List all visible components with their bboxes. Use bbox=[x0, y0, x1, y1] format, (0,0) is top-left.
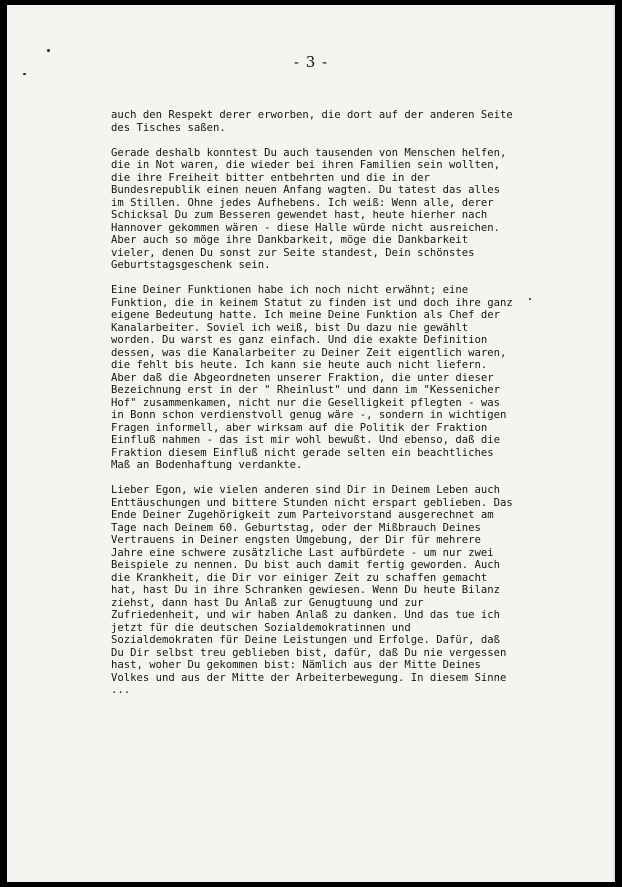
text-line: Fragen informell, aber wirksam auf die Politik der Fraktion bbox=[111, 421, 488, 434]
text-line: Hannover gekommen wären - diese Halle würde nicht ausreichen. bbox=[111, 221, 501, 234]
text-line: Bundesrepublik einen neuen Anfang wagten. Du tatest das alles bbox=[111, 184, 501, 196]
document-page bbox=[7, 5, 615, 882]
text-line: Tage nach Deinem 60. Geburtstag, oder der Mißbrauch Deines bbox=[111, 521, 481, 534]
scan-speck bbox=[47, 49, 50, 52]
paragraph bbox=[111, 484, 611, 697]
paragraph bbox=[111, 284, 611, 472]
text-line: ziehst, dann hast Du Anlaß zur Genugtuung und zur bbox=[111, 596, 424, 609]
text-line: Lieber Egon, wie vielen anderen sind Dir in Deinem Leben auch bbox=[111, 484, 501, 496]
scan-speck bbox=[23, 73, 26, 75]
text-line: hast, woher Du gekommen bist: Nämlich aus der Mitte Deines bbox=[111, 659, 481, 671]
text-line: hat, hast Du in ihre Schranken gewiesen. Wenn Du heute Bilanz bbox=[111, 584, 501, 596]
text-line: jetzt für die deutschen Sozialdemokratinnen und bbox=[111, 621, 411, 634]
text-line: Vertrauens in Deiner engsten Umgebung, der Dir für mehrere bbox=[111, 534, 481, 546]
text-line: Fraktion diesem Einfluß nicht gerade selten ein beachtliches bbox=[111, 446, 494, 459]
text-line: Volkes und aus der Mitte der Arbeiterbewegung. In diesem Sinne bbox=[111, 671, 507, 684]
text-line: ... bbox=[111, 684, 131, 696]
text-line: des Tisches saßen. bbox=[111, 121, 226, 134]
text-line: Jahre eine schwere zusätzliche Last aufbürdete - um nur zwei bbox=[111, 546, 494, 559]
text-line: auch den Respekt derer erworben, die dort auf der anderen Seite bbox=[111, 109, 513, 121]
text-line: Gerade deshalb konntest Du auch tausenden von Menschen helfen, bbox=[111, 146, 507, 159]
text-line: Du Dir selbst treu geblieben bist, dafür, daß Du nie vergessen bbox=[111, 646, 507, 659]
text-line: die in Not waren, die wieder bei ihren Familien sein wollten, bbox=[111, 159, 501, 171]
text-line: im Stillen. Ohne jedes Aufhebens. Ich weiß: Wenn alle, derer bbox=[111, 196, 494, 209]
text-line: die fehlt bis heute. Ich kann sie heute auch nicht liefern. bbox=[111, 359, 488, 371]
text-line: worden. Du warst es ganz einfach. Und die exakte Definition bbox=[111, 334, 488, 346]
text-line: Aber daß die Abgeordneten unserer Fraktion, die unter dieser bbox=[111, 371, 494, 384]
text-line: Funktion, die in keinem Statut zu finden ist und doch ihre ganz bbox=[111, 296, 513, 309]
text-line: Hof" zusammenkamen, nicht nur die Geselligkeit pflegten - was bbox=[111, 396, 501, 409]
text-line: die ihre Freiheit bitter entbehrten und die in der bbox=[111, 171, 430, 184]
text-line: Geburtstagsgeschenk sein. bbox=[111, 259, 271, 271]
text-line: Kanalarbeiter. Soviel ich weiß, bist Du dazu nie gewählt bbox=[111, 321, 469, 334]
text-line: Sozialdemokraten für Deine Leistungen und Erfolge. Dafür, daß bbox=[111, 634, 501, 646]
text-line: Aber auch so möge ihre Dankbarkeit, möge die Dankbarkeit bbox=[111, 234, 469, 246]
letter-body bbox=[111, 109, 611, 709]
text-line: Bezeichnung erst in der " Rheinlust" und dann im "Kessenicher bbox=[111, 384, 501, 396]
text-line: dessen, was die Kanalarbeiter zu Deiner Zeit eigentlich waren, bbox=[111, 346, 507, 359]
text-line: eigene Bedeutung hatte. Ich meine Deine Funktion als Chef der bbox=[111, 309, 501, 321]
text-line: Zufriedenheit, und wir haben Anlaß zu danken. Und das tue ich bbox=[111, 609, 501, 621]
text-line: Maß an Bodenhaftung verdankte. bbox=[111, 459, 303, 471]
text-line: Einfluß nahmen - das ist mir wohl bewußt. Und ebenso, daß die bbox=[111, 434, 501, 446]
text-line: vieler, denen Du sonst zur Seite standest, Dein schönstes bbox=[111, 246, 475, 259]
page-number: - 3 - bbox=[293, 53, 329, 71]
text-line: Ende Deiner Zugehörigkeit zum Parteivorstand ausgerechnet am bbox=[111, 509, 494, 521]
text-line: Eine Deiner Funktionen habe ich noch nicht erwähnt; eine bbox=[111, 284, 469, 296]
paragraph bbox=[111, 147, 611, 272]
text-line: Enttäuschungen und bittere Stunden nicht erspart geblieben. Das bbox=[111, 496, 513, 509]
text-line: in Bonn schon verdienstvoll genug wäre -, sondern in wichtigen bbox=[111, 409, 507, 421]
text-line: Schicksal Du zum Besseren gewendet hast, heute hierher nach bbox=[111, 209, 488, 221]
paragraph bbox=[111, 109, 611, 134]
text-line: die Krankheit, die Dir vor einiger Zeit zu schaffen gemacht bbox=[111, 571, 488, 584]
page-edge bbox=[612, 5, 615, 882]
text-line: Beispiele zu nennen. Du bist auch damit fertig geworden. Auch bbox=[111, 559, 501, 571]
